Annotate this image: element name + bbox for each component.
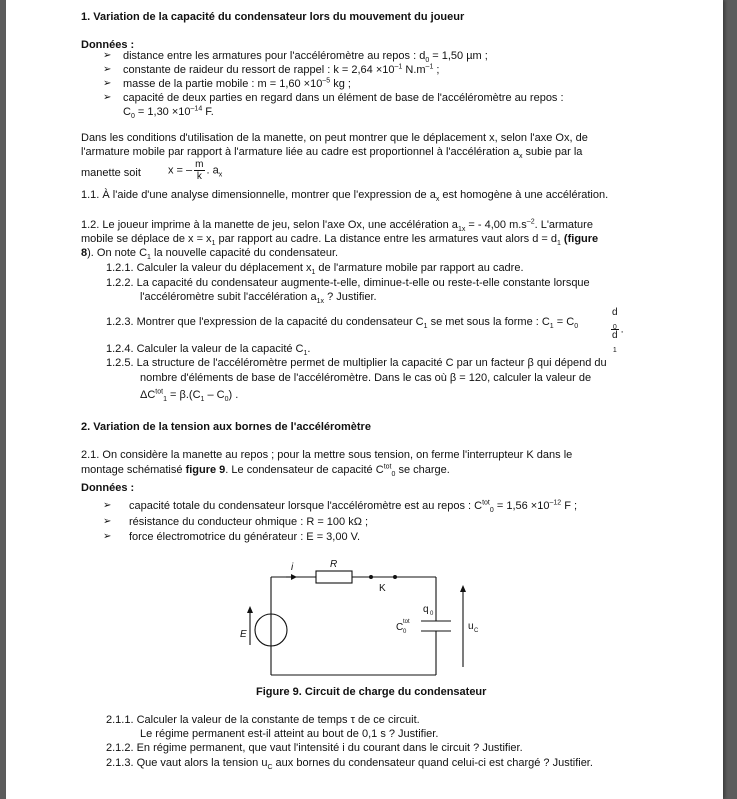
i-arrowhead <box>291 574 297 580</box>
question-1-2-line3: 8). On note $C_1$ la nouvelle capacité du condensateur. <box>81 247 339 262</box>
paragraph-deplacement: Dans les conditions d'utilisation de la manette, on peut montrer que le déplacement x, selon l'axe Ox, de <box>81 132 588 144</box>
formula-x: x = – $\frac{m}{k}$ . $a_x$ <box>168 159 223 182</box>
question-1-1: 1.1. À l'aide d'une analyse dimensionnelle, montrer que l'expression de $a_x$ est homogène à une accélération. <box>81 189 609 204</box>
switch-contact-right <box>393 575 397 579</box>
question-1-2-5-line2: nombre d'éléments de base de l'accéléromètre. Dans le cas où β = 120, calculer la valeur de <box>140 372 592 384</box>
question-1-2-2: 1.2.2. La capacité du condensateur augmente-t-elle, diminue-t-elle ou reste-t-elle constante lorsque <box>106 277 590 289</box>
donnees-label-1: Données : <box>81 39 135 51</box>
bullet-icon: ➢ <box>103 64 112 75</box>
donnee-fem: force électromotrice du générateur : E = 3,00 V. <box>129 531 361 543</box>
question-1-2-2-line2: l'accéléromètre subit l'accélération $a_{1x}$ ? Justifier. <box>140 291 377 306</box>
donnee-raideur: constante de raideur du ressort de rappel : $k = 2,64 \times 10^{-1}$ $N.m^{-1}$ ; <box>123 63 440 76</box>
paragraph-line3: manette soit <box>81 167 141 179</box>
label-q0-sub: 0 <box>430 611 434 617</box>
circuit-diagram <box>231 557 481 682</box>
resistor-symbol <box>316 571 352 583</box>
label-E: E <box>240 629 247 640</box>
switch-contact-left <box>369 575 373 579</box>
document-page <box>6 0 723 799</box>
question-2-1-3: 2.1.3. Que vaut alors la tension $u_C$ aux bornes du condensateur quand celui-ci est chargé ? Justifier. <box>106 757 593 772</box>
paragraph-line2: l'armature mobile par rapport à l'armature liée au cadre est proportionnel à l'accélération $a_x$ subie par la <box>81 146 583 161</box>
label-q0: q <box>423 604 429 615</box>
question-2-1-1-line2: Le régime permanent est-il atteint au bout de 0,1 s ? Justifier. <box>140 728 439 740</box>
uc-arrowhead <box>460 585 466 592</box>
donnee-capacite: capacité de deux parties en regard dans un élément de base de l'accéléromètre au repos : <box>123 92 564 104</box>
section1-title: 1. Variation de la capacité du condensateur lors du mouvement du joueur <box>81 11 465 23</box>
label-uc: u <box>468 621 474 632</box>
donnee-capacite-totale: capacité totale du condensateur lorsque l'accéléromètre est au repos : $C^{tot}_0 = 1,56 \times 10^{-12}$ F ; <box>129 499 578 515</box>
label-K: K <box>379 583 386 594</box>
donnee-resistance: résistance du conducteur ohmique : R = 100 kΩ ; <box>129 516 369 528</box>
question-1-2: 1.2. Le joueur imprime à la manette de jeu, selon l'axe Ox, une accélération $a_{1x}$ = - 4,00 $m.s^{-2}$. L'armature <box>81 218 593 234</box>
bullet-icon: ➢ <box>103 500 112 511</box>
formula-c1-fraction: d $_0$ d $_1$ . <box>612 307 624 354</box>
label-R: R <box>330 559 338 570</box>
question-1-2-5-line3: $\Delta C^{tot}_1 = \beta.(C_1 - C_0)$ . <box>140 388 239 404</box>
figure-caption: Figure 9. Circuit de charge du condensateur <box>256 686 487 698</box>
bullet-icon: ➢ <box>103 531 112 542</box>
question-2-1-2: 2.1.2. En régime permanent, que vaut l'intensité i du courant dans le circuit ? Justifier. <box>106 742 523 754</box>
bullet-icon: ➢ <box>103 92 112 103</box>
question-1-2-3: 1.2.3. Montrer que l'expression de la capacité du condensateur $C_1$ se met sous la forme : $C_1 = C_0$ <box>106 316 579 331</box>
question-1-2-line2: mobile se déplace de $x = x_1$ par rapport au cadre. La distance entre les armatures vaut alors $d = d_1$ (figure <box>81 233 599 248</box>
label-i: i <box>291 562 294 573</box>
label-uc-sub: C <box>474 628 479 634</box>
question-1-2-4: 1.2.4. Calculer la valeur de la capacité $C_1$. <box>106 343 311 358</box>
donnee-distance: distance entre les armatures pour l'accéléromètre au repos : $d_0 = 1,50$ µm ; <box>123 50 488 65</box>
donnee-masse: masse de la partie mobile : $m = 1,60 \times 10^{-5}$ kg ; <box>123 77 351 90</box>
bullet-icon: ➢ <box>103 50 112 61</box>
donnees-label-2: Données : <box>81 482 135 494</box>
e-arrowhead <box>247 606 253 613</box>
bullet-icon: ➢ <box>103 78 112 89</box>
label-C: C <box>396 622 404 633</box>
bullet-icon: ➢ <box>103 516 112 527</box>
question-2-1: 2.1. On considère la manette au repos ; pour la mettre sous tension, on ferme l'interrupteur K dans le <box>81 449 573 461</box>
question-1-2-5: 1.2.5. La structure de l'accéléromètre permet de multiplier la capacité C par un facteur β qui dépend du <box>106 357 607 369</box>
section2-title: 2. Variation de la tension aux bornes de l'accéléromètre <box>81 421 371 433</box>
label-C-sub: 0 <box>403 629 407 635</box>
question-2-1-1: 2.1.1. Calculer la valeur de la constante de temps τ de ce circuit. <box>106 714 420 726</box>
label-C-sup: tot <box>403 619 410 625</box>
question-2-1-line2: montage schématisé figure 9. Le condensateur de capacité $C^{tot}_0$ se charge. <box>81 463 450 479</box>
question-1-2-1: 1.2.1. Calculer la valeur du déplacement $x_1$ de l'armature mobile par rapport au cadre. <box>106 262 524 277</box>
donnee-capacite-value: $C_0 = 1,30 \times 10^{-14}$ F. <box>123 105 214 121</box>
